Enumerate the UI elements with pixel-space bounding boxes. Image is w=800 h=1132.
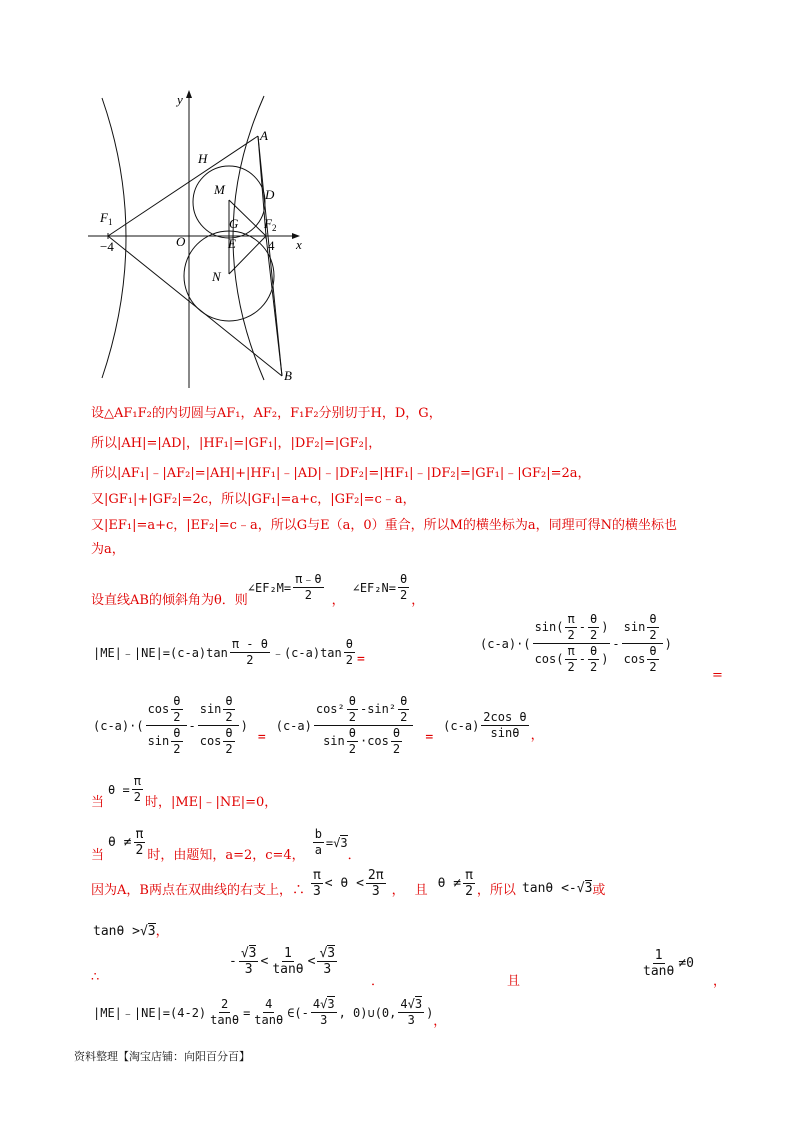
- label-n: N: [212, 269, 221, 284]
- label-a: A: [260, 128, 268, 143]
- label-f2: $F_2$: [264, 216, 277, 233]
- label-minus4: −4: [100, 239, 114, 254]
- proof-line-6: 为a，: [91, 542, 125, 557]
- because-line: 因为A，B两点在双曲线的右支上，∴ $\frac{\pi}{3}$ < θ < $\frac{2\pi}{3}$ ， 且 θ ≠ $\frac{\pi}{2}$ ，所以 tanθ <-√3 或: [91, 868, 606, 899]
- tan-gt-line: tanθ >√3，: [93, 924, 169, 939]
- footer-text: 资料整理【淘宝店铺：向阳百分百】: [74, 1050, 250, 1063]
- label-m: M: [214, 182, 225, 197]
- label-4: 4: [268, 238, 275, 253]
- label-b: B: [284, 368, 292, 383]
- hyperbola-left-branch: [102, 98, 126, 378]
- hyperbola-figure: [88, 88, 320, 390]
- label-g: G: [229, 216, 239, 231]
- proof-line-2: 所以|AH|=|AD|，|HF₁|=|GF₁|，|DF₂|=|GF₂|，: [91, 436, 382, 451]
- proof-line-4: 又|GF₁|+|GF₂|=2c，所以|GF₁|=a+c，|GF₂|=c﹣a，: [91, 492, 416, 507]
- y-axis-label: y: [177, 92, 183, 107]
- proof-line-5: 又|EF₁|=a+c，|EF₂|=c﹣a，所以G与E（a，0）重合，所以M的横坐标为a，同理可得N的横坐标也: [91, 518, 678, 533]
- label-e: E: [228, 236, 236, 251]
- formula-sin-cos-1: (c-a)·( sin( $\frac{\pi}{2}$ - $\frac{\theta}{2}$ ) cos( $\frac{\pi}{2}$ - $\frac{\theta}{2}$ ) - sin $\frac{\theta}{2}$ cos $\frac{\theta}{2}$ ): [480, 612, 672, 674]
- proof-line-1: 设△AF₁F₂的内切圆与AF₁，AF₂，F₁F₂分别切于H，D，G，: [91, 406, 442, 421]
- label-d: D: [265, 187, 275, 202]
- final-formula: |ME|﹣|NE|=(4-2) $\frac{2}{\tan\theta}$ = $\frac{4}{\tan\theta}$ ∈(- $\frac{4√3}{3}$ , 0)∪(0, $\frac{4√3}{3}$ ) ，: [93, 997, 447, 1029]
- therefore-line: ∴ - $\frac{√3}{3}$ < $\frac{1}{\tan\theta}$ < $\frac{√3}{3}$ ． 且 $\frac{1}{\tan\theta}$ ≠0 ，: [91, 946, 727, 989]
- label-o: O: [176, 234, 186, 249]
- proof-line-3: 所以|AF₁|﹣|AF₂|=|AH|+|HF₁|﹣|AD|﹣|DF₂|=|HF₁|﹣|DF₂|=|GF₁|﹣|GF₂|=2a，: [91, 466, 591, 481]
- angle-ef2n: ∠EF₂N= $\frac{\theta}{2}$: [352, 572, 408, 602]
- label-f1: $F_1$: [100, 210, 113, 227]
- formula-cos-sin-2: (c-a)·( cos $\frac{\theta}{2}$ sin $\frac{\theta}{2}$ - sin $\frac{\theta}{2}$ cos $\frac{\theta}{2}$ ) = (c-a) cos² $\frac{\theta}{2}$ -sin² $\frac{\theta}{2}$ sin $\frac{\theta}{2}$ ·cos $\frac{\theta}{2}$ = (c-a) $\frac{\text{2cos θ}}{\sin\theta}$ ，: [93, 694, 544, 756]
- slope-text: 设直线AB的倾斜角为θ．则: [91, 593, 248, 608]
- x-axis-label: x: [296, 237, 302, 252]
- label-h: H: [198, 151, 208, 166]
- slope-line: 设直线AB的倾斜角为θ．则 ∠EF₂M= $\frac{\pi﹣\theta}{2}$ ， ∠EF₂N= $\frac{\theta}{2}$ ，: [91, 572, 425, 608]
- angle-ef2m: ∠EF₂M= $\frac{\pi﹣\theta}{2}$: [247, 572, 322, 602]
- case-theta-neq: 当 θ ≠ $\frac{\pi}{2}$ 时，由题知，a=2，c=4， $\frac{b}{a}$ =√ 3 ．: [91, 827, 361, 863]
- formula-me-ne-1: |ME|﹣|NE|=(c-a)tan $\frac{\pi - \theta}{2}$ ﹣(c-a)tan $\frac{\theta}{2}$ =: [93, 637, 365, 667]
- case-theta-eq: 当 θ = $\frac{\pi}{2}$ 时，|ME|﹣|NE|=0，: [91, 774, 278, 810]
